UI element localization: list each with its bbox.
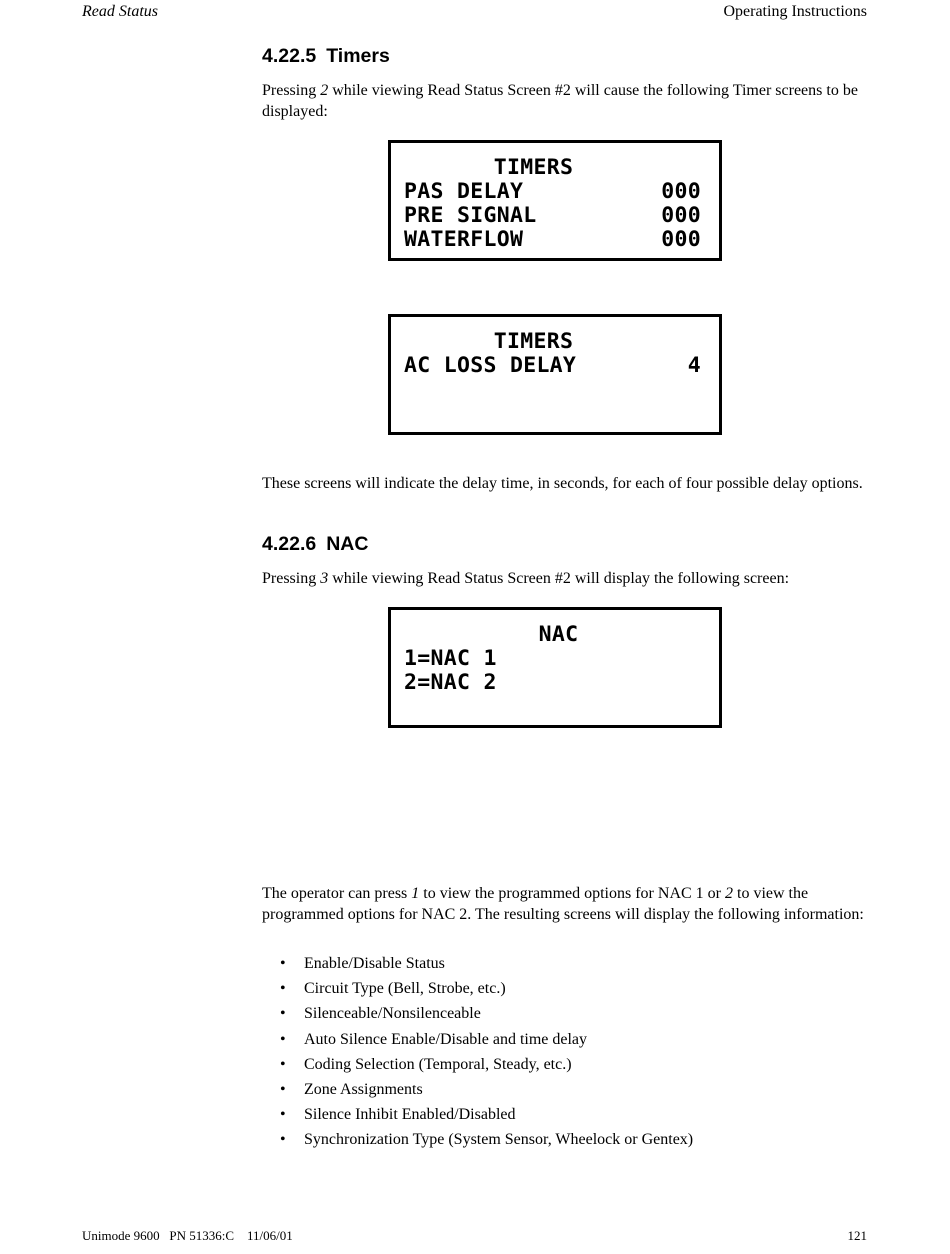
lcd-title: TIMERS xyxy=(493,329,574,354)
list-item: • Coding Selection (Temporal, Steady, etc.) xyxy=(280,1055,572,1073)
section-number: 4.22.6 xyxy=(262,533,317,555)
list-item: • Silence Inhibit Enabled/Disabled xyxy=(280,1106,516,1124)
lcd-row-nac-2: 2=NAC 2 xyxy=(404,670,497,695)
section-heading-nac xyxy=(262,532,368,556)
key-1: 1 xyxy=(411,885,420,902)
lcd-screen-timers-1 xyxy=(388,140,722,261)
list-item: • Synchronization Type (System Sensor, Wheelock or Gentex) xyxy=(280,1131,694,1149)
timers-intro-paragraph: Pressing 2 while viewing Read Status Screen #2 will cause the following Timer screens to be displayed: xyxy=(262,82,858,120)
section-title: Timers xyxy=(326,45,390,67)
key-2: 2 xyxy=(725,885,733,902)
lcd-row-pas-delay: PAS DELAY 000 xyxy=(404,179,701,204)
lcd-row-waterflow: WATERFLOW 000 xyxy=(404,227,701,252)
list-item: • Enable/Disable Status xyxy=(280,955,445,972)
section-heading-timers xyxy=(262,44,390,68)
lcd-title: TIMERS xyxy=(493,155,574,180)
list-item: • Silenceable/Nonsilenceable xyxy=(280,1005,481,1023)
operator-paragraph: The operator can press 1 to view the programmed options for NAC 1 or 2 to view the programmed options for NAC 2. The resulting screens will display the following information: xyxy=(262,885,864,923)
section-title: NAC xyxy=(326,533,369,555)
lcd-title: NAC xyxy=(538,622,579,647)
running-header-chapter: Operating Instructions xyxy=(723,3,867,20)
page-number: 121 xyxy=(847,1228,867,1243)
list-item: • Circuit Type (Bell, Strobe, etc.) xyxy=(280,980,506,998)
nac-options-list xyxy=(280,954,693,1156)
key-2: 2 xyxy=(320,82,329,99)
nac-intro-paragraph: Pressing 3 while viewing Read Status Screen #2 will display the following screen: xyxy=(262,570,790,587)
lcd-row-ac-loss-delay: AC LOSS DELAY 4 xyxy=(404,353,701,378)
timers-note-paragraph: These screens will indicate the delay time, in seconds, for each of four possible delay options. xyxy=(262,475,863,492)
lcd-screen-nac xyxy=(388,607,722,728)
running-header-section: Read Status xyxy=(82,3,158,20)
list-item: • Auto Silence Enable/Disable and time delay xyxy=(280,1030,588,1048)
lcd-screen-timers-2 xyxy=(388,314,722,435)
footer-document-info: Unimode 9600 PN 51336:C 11/06/01 xyxy=(82,1228,293,1243)
section-number: 4.22.5 xyxy=(262,45,317,67)
lcd-row-nac-1: 1=NAC 1 xyxy=(404,646,497,671)
key-3: 3 xyxy=(320,570,329,587)
lcd-row-pre-signal: PRE SIGNAL 000 xyxy=(404,203,701,228)
list-item: • Zone Assignments xyxy=(280,1080,423,1098)
